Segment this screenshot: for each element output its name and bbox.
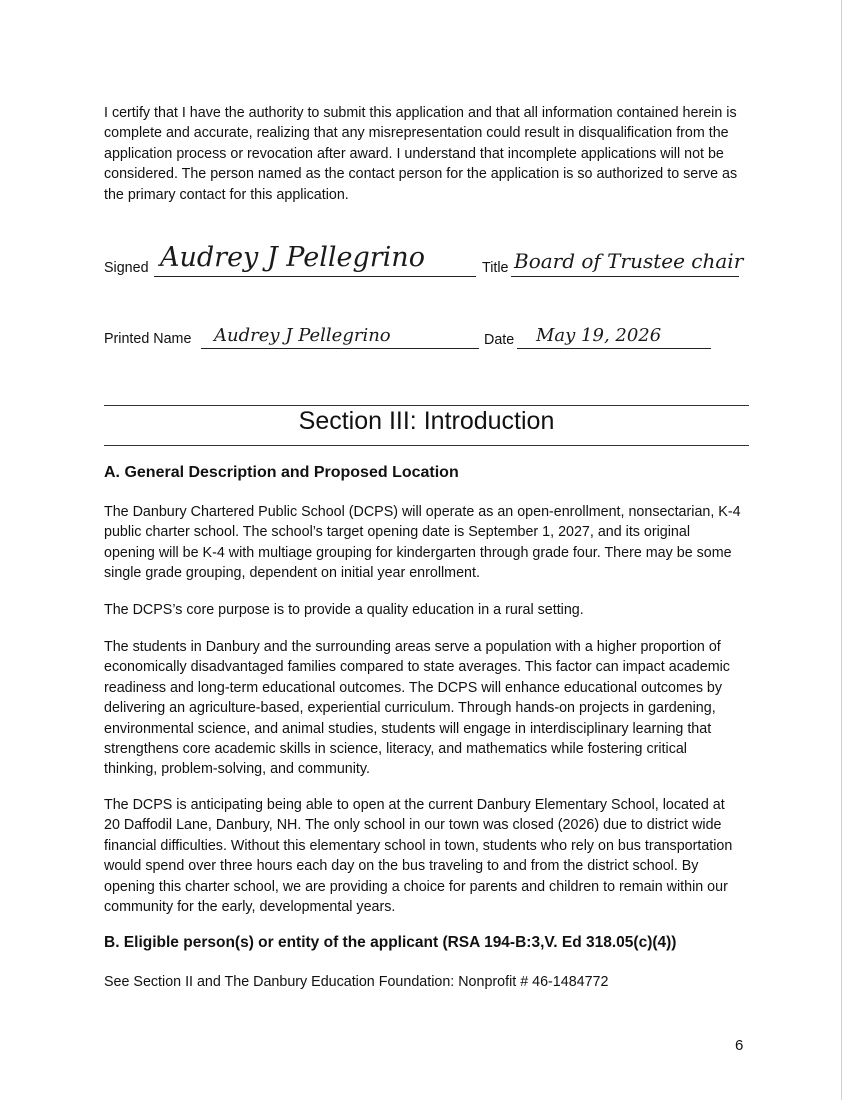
printed-name-line [201,348,479,349]
signed-label: Signed [104,260,149,276]
heading-b: B. Eligible person(s) or entity of the applicant (RSA 194-B:3,V. Ed 318.05(c)(4)) [104,934,677,951]
section-rule-bottom [104,445,749,446]
date-line [517,348,711,349]
date-handwritten: May 19, 2026 [536,325,662,346]
paragraph-a-4: The DCPS is anticipating being able to open at the current Danbury Elementary School, located at 20 Daffodil Lane, Danbury, NH. The only school in our town was closed (2026) due to district wide financial difficulties. Without this elementary school in town, students who rely on bus transportation would spend over three hours each day on the bus traveling to and from the district school. By opening this charter school, we are providing a choice for parents and children to remain within our community for the early, developmental years. [104,797,733,916]
paragraph-a-1: The Danbury Chartered Public School (DCPS) will operate as an open-enrollment, nonsectarian, K-4 public charter school. The school’s target opening date is September 1, 2027, and its original opening will be K-4 with multiage grouping for kindergarten through grade four. There may be some single grade grouping, dependent on initial year enrollment. [104,504,741,582]
paragraph-b: See Section II and The Danbury Education Foundation: Nonprofit # 46-1484772 [104,974,609,990]
title-label: Title [482,260,509,276]
signed-line [154,276,476,277]
printed-name-label: Printed Name [104,331,192,347]
section-title: Section III: Introduction [298,407,555,435]
title-line [511,276,739,277]
scan-edge-line [841,0,842,1100]
paragraph-a-3: The students in Danbury and the surrounding areas serve a population with a higher proportion of economically disadvantaged families compared to state averages. This factor can impact academic readiness and long-term educational outcomes. The DCPS will enhance educational outcomes by delivering an agriculture-based, experiential curriculum. Through hands-on projects in gardening, environmental science, and animal studies, students will engage in interdisciplinary learning that strengthens core academic skills in science, literacy, and mathematics while fostering critical thinking, problem-solving, and community. [104,639,730,778]
printed-name-handwritten: Audrey J Pellegrino [214,325,391,346]
heading-a: A. General Description and Proposed Location [104,464,459,481]
section-rule-top [104,405,749,406]
page-number: 6 [735,1037,744,1054]
certification-text: I certify that I have the authority to submit this application and that all information contained herein is complete and accurate, realizing that any misrepresentation could result in disqualification from the application process or revocation after award. I understand that incomplete applications will not be considered. The person named as the contact person for the application is so authorized to serve as the primary contact for this application. [104,105,738,203]
paragraph-a-2: The DCPS’s core purpose is to provide a quality education in a rural setting. [104,602,584,618]
signature-handwritten: Audrey J Pellegrino [160,242,425,273]
title-handwritten: Board of Trustee chair [514,249,744,273]
date-label: Date [484,332,515,348]
